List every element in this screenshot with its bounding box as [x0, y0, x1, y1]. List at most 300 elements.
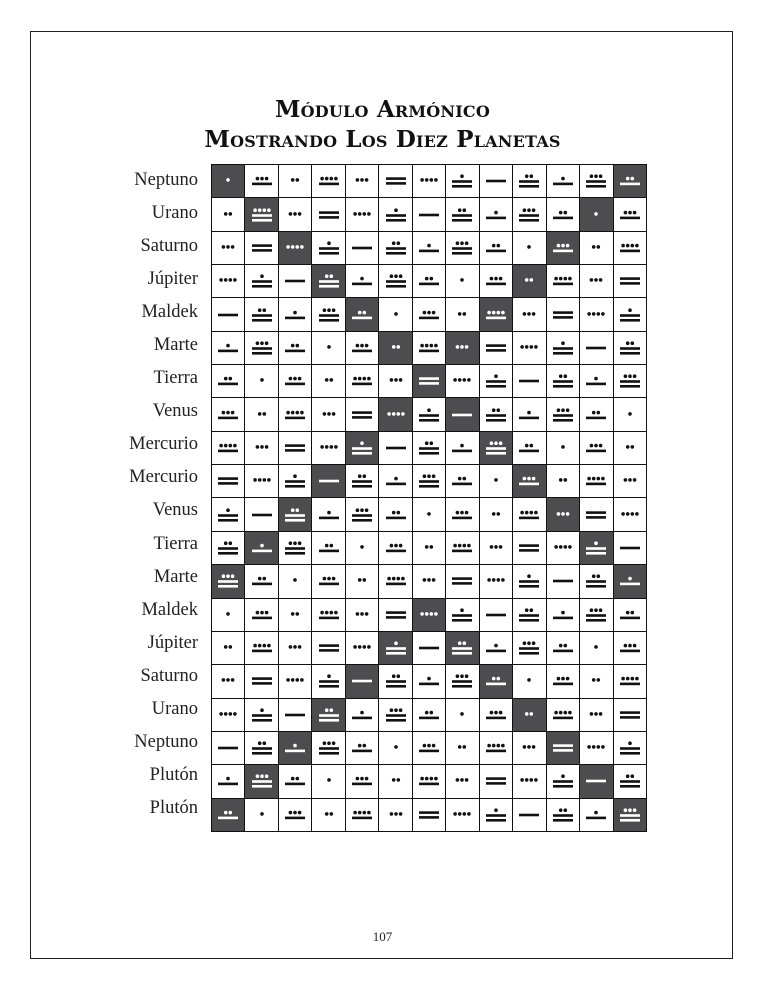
- grid-cell: [379, 632, 411, 664]
- maya-number-glyph: [215, 503, 241, 527]
- maya-number-glyph: [316, 569, 342, 593]
- grid-cell: [513, 432, 545, 464]
- grid-cell: [212, 699, 244, 731]
- maya-number-glyph: [349, 736, 375, 760]
- grid-cell: [379, 265, 411, 297]
- maya-number-glyph: [617, 336, 643, 360]
- maya-number-glyph: [516, 703, 542, 727]
- grid-cell: [312, 498, 344, 530]
- maya-number-glyph: [249, 436, 275, 460]
- grid-cell: [413, 532, 445, 564]
- maya-number-glyph: [516, 569, 542, 593]
- maya-number-glyph: [449, 669, 475, 693]
- grid-cell: [614, 265, 646, 297]
- maya-number-glyph: [483, 203, 509, 227]
- maya-number-glyph: [249, 403, 275, 427]
- grid-cell: [379, 599, 411, 631]
- grid-cell: [580, 632, 612, 664]
- grid-cell: [212, 298, 244, 330]
- grid-cell: [212, 332, 244, 364]
- grid-cell: [245, 732, 277, 764]
- grid-cell: [413, 298, 445, 330]
- maya-number-glyph: [383, 369, 409, 393]
- grid-cell: [614, 665, 646, 697]
- grid-cell: [346, 198, 378, 230]
- grid-cell: [379, 465, 411, 497]
- maya-number-glyph: [249, 303, 275, 327]
- maya-number-glyph: [516, 469, 542, 493]
- maya-number-glyph: [249, 669, 275, 693]
- grid-cell: [279, 298, 311, 330]
- maya-number-glyph: [483, 169, 509, 193]
- maya-number-glyph: [617, 769, 643, 793]
- maya-number-glyph: [316, 469, 342, 493]
- maya-number-glyph: [483, 536, 509, 560]
- maya-number-glyph: [583, 503, 609, 527]
- maya-number-glyph: [550, 736, 576, 760]
- maya-number-glyph: [583, 769, 609, 793]
- maya-number-glyph: [349, 636, 375, 660]
- grid-cell: [547, 232, 579, 264]
- maya-number-glyph: [516, 203, 542, 227]
- grid-cell: [279, 232, 311, 264]
- maya-number-glyph: [516, 803, 542, 827]
- harmonic-module-grid: [211, 164, 647, 832]
- grid-cell: [580, 465, 612, 497]
- maya-number-glyph: [249, 569, 275, 593]
- grid-cell: [312, 232, 344, 264]
- grid-cell: [413, 365, 445, 397]
- maya-number-glyph: [349, 603, 375, 627]
- maya-number-glyph: [483, 336, 509, 360]
- maya-number-glyph: [516, 669, 542, 693]
- grid-cell: [547, 565, 579, 597]
- grid-cell: [245, 398, 277, 430]
- grid-cell: [513, 365, 545, 397]
- grid-cell: [580, 732, 612, 764]
- maya-number-glyph: [316, 169, 342, 193]
- grid-cell: [547, 298, 579, 330]
- maya-number-glyph: [383, 669, 409, 693]
- grid-cell: [513, 565, 545, 597]
- row-label: Plutón: [149, 764, 198, 785]
- grid-cell: [547, 332, 579, 364]
- grid-cell: [480, 465, 512, 497]
- grid-cell: [413, 565, 445, 597]
- grid-cell: [346, 432, 378, 464]
- grid-cell: [580, 232, 612, 264]
- grid-cell: [547, 599, 579, 631]
- maya-number-glyph: [550, 536, 576, 560]
- maya-number-glyph: [583, 669, 609, 693]
- grid-cell: [480, 265, 512, 297]
- maya-number-glyph: [316, 436, 342, 460]
- maya-number-glyph: [349, 569, 375, 593]
- maya-number-glyph: [516, 603, 542, 627]
- maya-number-glyph: [383, 803, 409, 827]
- maya-number-glyph: [249, 536, 275, 560]
- grid-cell: [413, 765, 445, 797]
- maya-number-glyph: [215, 336, 241, 360]
- grid-cell: [245, 232, 277, 264]
- maya-number-glyph: [617, 803, 643, 827]
- maya-number-glyph: [449, 303, 475, 327]
- grid-cell: [614, 365, 646, 397]
- grid-cell: [413, 465, 445, 497]
- maya-number-glyph: [550, 236, 576, 260]
- grid-cell: [413, 332, 445, 364]
- grid-cell: [245, 799, 277, 831]
- maya-number-glyph: [416, 569, 442, 593]
- maya-number-glyph: [550, 436, 576, 460]
- grid-cell: [279, 599, 311, 631]
- maya-number-glyph: [249, 336, 275, 360]
- grid-cell: [547, 665, 579, 697]
- maya-number-glyph: [583, 469, 609, 493]
- grid-cell: [279, 432, 311, 464]
- grid-cell: [580, 298, 612, 330]
- maya-number-glyph: [215, 469, 241, 493]
- row-label: Urano: [151, 203, 198, 224]
- grid-cell: [446, 765, 478, 797]
- grid-cell: [379, 799, 411, 831]
- maya-number-glyph: [349, 503, 375, 527]
- grid-cell: [547, 799, 579, 831]
- maya-number-glyph: [449, 403, 475, 427]
- maya-number-glyph: [583, 703, 609, 727]
- grid-cell: [614, 532, 646, 564]
- grid-cell: [279, 198, 311, 230]
- grid-cell: [312, 398, 344, 430]
- grid-cell: [446, 498, 478, 530]
- row-label: Urano: [151, 698, 198, 719]
- maya-number-glyph: [416, 369, 442, 393]
- maya-number-glyph: [583, 803, 609, 827]
- grid-cell: [547, 198, 579, 230]
- maya-number-glyph: [282, 203, 308, 227]
- grid-cell: [580, 165, 612, 197]
- maya-number-glyph: [483, 803, 509, 827]
- grid-cell: [614, 232, 646, 264]
- maya-number-glyph: [249, 769, 275, 793]
- maya-number-glyph: [550, 303, 576, 327]
- grid-cell: [346, 799, 378, 831]
- maya-number-glyph: [416, 203, 442, 227]
- grid-cell: [413, 432, 445, 464]
- maya-number-glyph: [416, 269, 442, 293]
- row-label: Tierra: [153, 533, 198, 554]
- maya-number-glyph: [416, 469, 442, 493]
- grid-cell: [312, 565, 344, 597]
- grid-cell: [580, 565, 612, 597]
- grid-cell: [413, 498, 445, 530]
- maya-number-glyph: [215, 736, 241, 760]
- maya-number-glyph: [516, 536, 542, 560]
- maya-number-glyph: [349, 469, 375, 493]
- grid-cell: [379, 232, 411, 264]
- maya-number-glyph: [282, 336, 308, 360]
- grid-cell: [513, 799, 545, 831]
- grid-cell: [614, 498, 646, 530]
- grid-cell: [413, 599, 445, 631]
- maya-number-glyph: [617, 269, 643, 293]
- grid-cell: [614, 198, 646, 230]
- maya-number-glyph: [617, 403, 643, 427]
- grid-cell: [446, 532, 478, 564]
- grid-cell: [480, 765, 512, 797]
- grid-cell: [379, 565, 411, 597]
- maya-number-glyph: [282, 469, 308, 493]
- grid-cell: [446, 265, 478, 297]
- grid-cell: [513, 765, 545, 797]
- maya-number-glyph: [617, 736, 643, 760]
- grid-cell: [513, 165, 545, 197]
- maya-number-glyph: [383, 503, 409, 527]
- grid-cell: [446, 565, 478, 597]
- grid-cell: [312, 799, 344, 831]
- maya-number-glyph: [383, 303, 409, 327]
- maya-number-glyph: [449, 736, 475, 760]
- row-label: Maldek: [141, 599, 198, 620]
- maya-number-glyph: [215, 436, 241, 460]
- maya-number-glyph: [316, 736, 342, 760]
- row-label: Mercurio: [129, 467, 198, 488]
- maya-number-glyph: [416, 236, 442, 260]
- maya-number-glyph: [416, 603, 442, 627]
- grid-cell: [513, 532, 545, 564]
- grid-cell: [480, 165, 512, 197]
- maya-number-glyph: [383, 169, 409, 193]
- grid-cell: [312, 365, 344, 397]
- grid-cell: [279, 699, 311, 731]
- grid-cell: [480, 232, 512, 264]
- row-label: Júpiter: [147, 269, 198, 290]
- maya-number-glyph: [516, 769, 542, 793]
- row-label: Neptuno: [134, 170, 198, 190]
- maya-number-glyph: [449, 569, 475, 593]
- maya-number-glyph: [483, 736, 509, 760]
- maya-number-glyph: [550, 603, 576, 627]
- grid-cell: [245, 498, 277, 530]
- grid-cell: [513, 599, 545, 631]
- grid-cell: [379, 332, 411, 364]
- maya-number-glyph: [416, 736, 442, 760]
- maya-number-glyph: [282, 503, 308, 527]
- grid-cell: [513, 465, 545, 497]
- grid-cell: [312, 532, 344, 564]
- maya-number-glyph: [383, 603, 409, 627]
- row-label: Saturno: [140, 665, 198, 686]
- maya-number-glyph: [583, 436, 609, 460]
- grid-cell: [446, 232, 478, 264]
- grid-cell: [480, 732, 512, 764]
- grid-cell: [614, 632, 646, 664]
- grid-cell: [379, 765, 411, 797]
- grid-cell: [614, 765, 646, 797]
- maya-number-glyph: [316, 803, 342, 827]
- grid-cell: [245, 632, 277, 664]
- maya-number-glyph: [282, 703, 308, 727]
- grid-cell: [513, 632, 545, 664]
- maya-number-glyph: [617, 436, 643, 460]
- maya-number-glyph: [383, 536, 409, 560]
- grid-cell: [480, 632, 512, 664]
- grid-cell: [513, 699, 545, 731]
- grid-cell: [346, 332, 378, 364]
- maya-number-glyph: [449, 169, 475, 193]
- maya-number-glyph: [383, 269, 409, 293]
- grid-cell: [547, 398, 579, 430]
- maya-number-glyph: [449, 436, 475, 460]
- maya-number-glyph: [316, 236, 342, 260]
- row-label: Venus: [152, 500, 198, 521]
- maya-number-glyph: [249, 169, 275, 193]
- grid-cell: [279, 665, 311, 697]
- maya-number-glyph: [383, 436, 409, 460]
- grid-cell: [513, 498, 545, 530]
- row-label: Plutón: [149, 797, 198, 818]
- grid-cell: [547, 699, 579, 731]
- maya-number-glyph: [483, 769, 509, 793]
- maya-number-glyph: [550, 569, 576, 593]
- row-label: Mercurio: [129, 434, 198, 455]
- grid-cell: [413, 699, 445, 731]
- maya-number-glyph: [349, 303, 375, 327]
- grid-cell: [513, 298, 545, 330]
- maya-number-glyph: [516, 303, 542, 327]
- grid-cell: [212, 265, 244, 297]
- maya-number-glyph: [249, 503, 275, 527]
- maya-number-glyph: [282, 403, 308, 427]
- grid-cell: [312, 165, 344, 197]
- maya-number-glyph: [617, 503, 643, 527]
- maya-number-glyph: [516, 269, 542, 293]
- maya-number-glyph: [383, 236, 409, 260]
- maya-number-glyph: [249, 703, 275, 727]
- maya-number-glyph: [583, 736, 609, 760]
- grid-cell: [245, 265, 277, 297]
- row-label: Venus: [152, 401, 198, 422]
- grid-cell: [480, 498, 512, 530]
- maya-number-glyph: [316, 303, 342, 327]
- maya-number-glyph: [316, 636, 342, 660]
- maya-number-glyph: [416, 769, 442, 793]
- maya-number-glyph: [449, 503, 475, 527]
- maya-number-glyph: [349, 536, 375, 560]
- grid-cell: [245, 699, 277, 731]
- maya-number-glyph: [617, 469, 643, 493]
- maya-number-glyph: [349, 803, 375, 827]
- grid-cell: [279, 398, 311, 430]
- maya-number-glyph: [550, 369, 576, 393]
- grid-cell: [413, 232, 445, 264]
- maya-number-glyph: [316, 603, 342, 627]
- maya-number-glyph: [516, 336, 542, 360]
- maya-number-glyph: [449, 469, 475, 493]
- grid-cell: [379, 532, 411, 564]
- grid-cell: [513, 198, 545, 230]
- grid-cell: [446, 599, 478, 631]
- grid-cell: [379, 198, 411, 230]
- maya-number-glyph: [550, 503, 576, 527]
- grid-cell: [480, 565, 512, 597]
- maya-number-glyph: [383, 203, 409, 227]
- grid-cell: [379, 498, 411, 530]
- maya-number-glyph: [449, 636, 475, 660]
- grid-cell: [245, 599, 277, 631]
- grid-cell: [580, 432, 612, 464]
- grid-cell: [446, 799, 478, 831]
- grid-cell: [312, 465, 344, 497]
- grid-cell: [446, 665, 478, 697]
- maya-number-glyph: [282, 669, 308, 693]
- grid-cell: [614, 332, 646, 364]
- row-label: Saturno: [140, 236, 198, 257]
- grid-cell: [346, 365, 378, 397]
- grid-cell: [346, 498, 378, 530]
- maya-number-glyph: [617, 636, 643, 660]
- grid-cell: [312, 332, 344, 364]
- maya-number-glyph: [483, 636, 509, 660]
- grid-cell: [614, 599, 646, 631]
- maya-number-glyph: [416, 636, 442, 660]
- grid-cell: [212, 232, 244, 264]
- grid-cell: [212, 465, 244, 497]
- grid-cell: [580, 532, 612, 564]
- grid-cell: [446, 298, 478, 330]
- grid-cell: [614, 799, 646, 831]
- grid-cell: [346, 532, 378, 564]
- grid-cell: [279, 265, 311, 297]
- grid-cell: [413, 198, 445, 230]
- grid-cell: [513, 398, 545, 430]
- grid-cell: [480, 665, 512, 697]
- maya-number-glyph: [583, 269, 609, 293]
- maya-number-glyph: [383, 403, 409, 427]
- grid-cell: [212, 632, 244, 664]
- grid-cell: [446, 732, 478, 764]
- grid-cell: [446, 198, 478, 230]
- maya-number-glyph: [617, 369, 643, 393]
- grid-cell: [212, 398, 244, 430]
- maya-number-glyph: [583, 203, 609, 227]
- maya-number-glyph: [550, 203, 576, 227]
- maya-number-glyph: [215, 569, 241, 593]
- grid-cell: [413, 165, 445, 197]
- maya-number-glyph: [416, 669, 442, 693]
- maya-number-glyph: [215, 636, 241, 660]
- grid-cell: [212, 799, 244, 831]
- maya-number-glyph: [483, 469, 509, 493]
- grid-cell: [547, 365, 579, 397]
- grid-cell: [614, 165, 646, 197]
- grid-cell: [279, 165, 311, 197]
- grid-cell: [413, 398, 445, 430]
- grid-cell: [346, 765, 378, 797]
- maya-number-glyph: [483, 503, 509, 527]
- grid-cell: [413, 632, 445, 664]
- maya-number-glyph: [516, 736, 542, 760]
- grid-cell: [580, 198, 612, 230]
- grid-cell: [346, 632, 378, 664]
- maya-number-glyph: [617, 236, 643, 260]
- grid-cell: [547, 498, 579, 530]
- maya-number-glyph: [550, 269, 576, 293]
- maya-number-glyph: [516, 169, 542, 193]
- grid-cell: [446, 432, 478, 464]
- grid-cell: [312, 198, 344, 230]
- row-label: Marte: [153, 566, 198, 587]
